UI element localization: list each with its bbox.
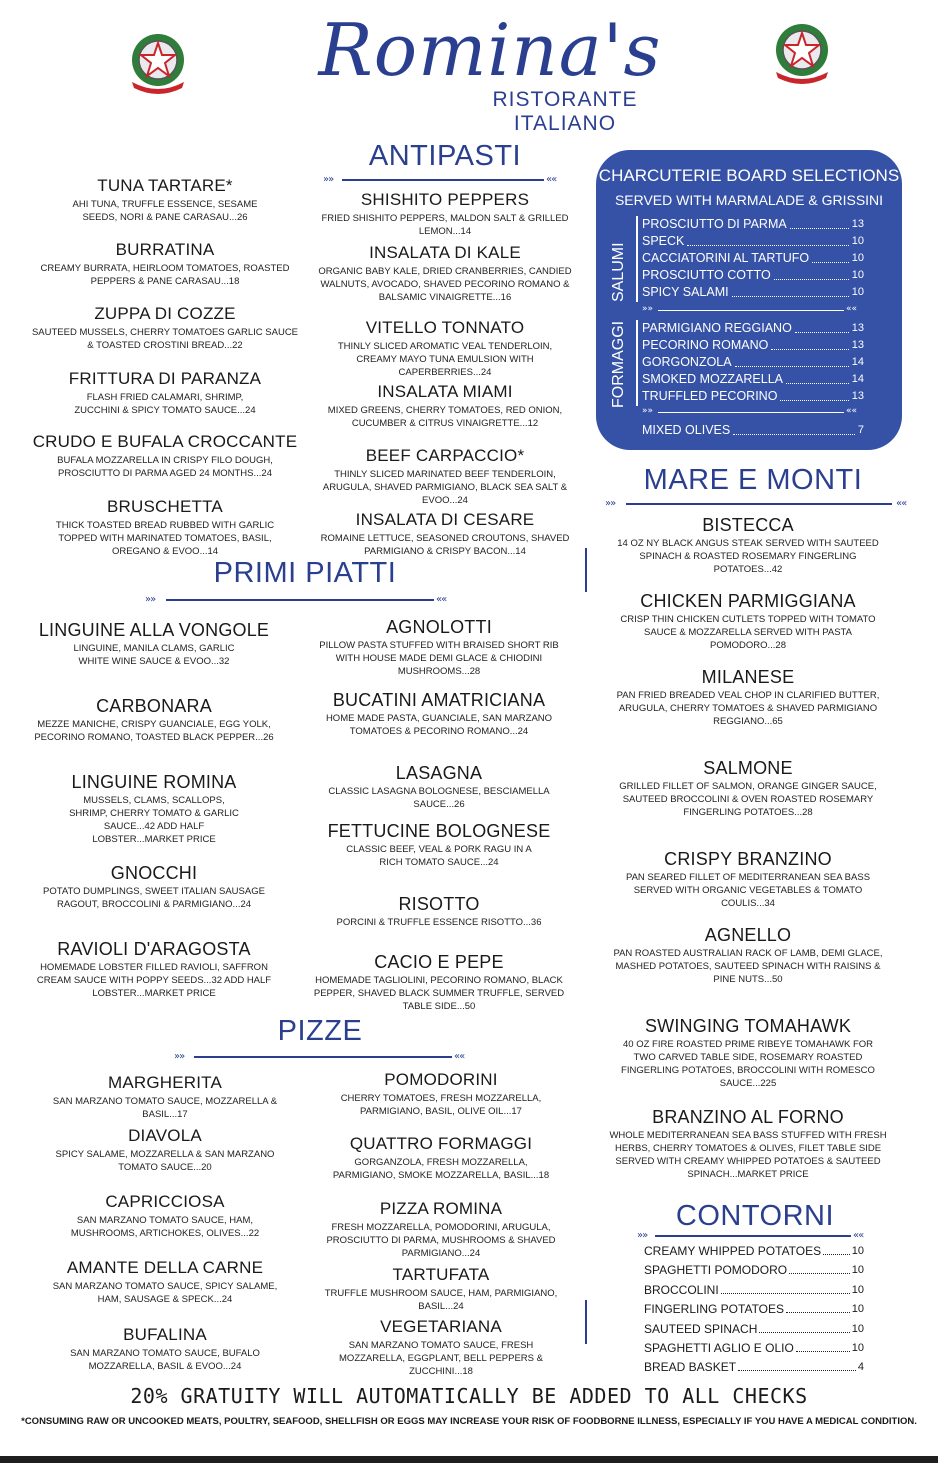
item-name: BEEF CARPACCIO* bbox=[365, 446, 525, 465]
item-description: SAUTEED MUSSELS, CHERRY TOMATOES GARLIC SAUCE & TOASTED CROSTINI BREAD...22 bbox=[31, 327, 299, 351]
side-item-price: 10 bbox=[851, 1303, 864, 1315]
menu-item bbox=[30, 497, 300, 558]
item-name: AGNOLOTTI bbox=[386, 617, 492, 637]
side-item-price: 10 bbox=[851, 1284, 864, 1296]
item-name: CHICKEN PARMIGGIANA bbox=[640, 591, 856, 611]
section-divider bbox=[342, 179, 544, 181]
board-row bbox=[642, 354, 864, 371]
charcuterie-board bbox=[596, 150, 902, 450]
board-item-price: 10 bbox=[851, 235, 864, 247]
item-name: MARGHERITA bbox=[107, 1073, 223, 1092]
menu-item bbox=[30, 240, 300, 288]
side-row bbox=[644, 1243, 864, 1259]
board-item-name: PROSCIUTTO DI PARMA bbox=[642, 217, 787, 231]
item-name: VITELLO TONNATO bbox=[365, 318, 525, 337]
menu-item bbox=[606, 1016, 890, 1090]
menu-item bbox=[606, 591, 890, 652]
board-item-price: 13 bbox=[851, 218, 864, 230]
item-name: FETTUCINE BOLOGNESE bbox=[327, 821, 551, 841]
item-name: FRITTURA DI PARANZA bbox=[68, 369, 262, 388]
menu-item bbox=[22, 696, 286, 744]
item-name: AMANTE DELLA CARNE bbox=[66, 1258, 264, 1277]
item-description: THINLY SLICED MARINATED BEEF TENDERLOIN, ARUGULA, SHAVED PARMIGIANO, BLACK SEA SALT & EVOO...24 bbox=[322, 469, 568, 506]
menu-item bbox=[316, 1265, 566, 1313]
menu-item bbox=[316, 1199, 566, 1260]
side-row bbox=[644, 1359, 864, 1375]
board-row bbox=[642, 233, 864, 250]
side-item-price: 10 bbox=[851, 1264, 864, 1276]
item-description: SAN MARZANO TOMATO SAUCE, MOZZARELLA & BASIL...17 bbox=[52, 1096, 278, 1120]
item-description: SPICY SALAME, MOZZARELLA & SAN MARZANO TOMATO SAUCE...20 bbox=[55, 1149, 275, 1173]
formaggi-divider bbox=[636, 320, 638, 406]
board-row bbox=[642, 371, 864, 388]
item-name: LINGUINE ROMINA bbox=[71, 772, 237, 792]
menu-item bbox=[606, 758, 890, 819]
item-name: LINGUINE ALLA VONGOLE bbox=[38, 620, 270, 640]
item-description: ROMAINE LETTUCE, SEASONED CROUTONS, SHAVED PARMIGIANO & CRISPY BACON...14 bbox=[320, 533, 570, 557]
chevron-right-icon: »» bbox=[605, 498, 616, 509]
board-item-name: PROSCIUTTO COTTO bbox=[642, 268, 771, 282]
item-description: THINLY SLICED AROMATIC VEAL TENDERLOIN, CREAMY MAYO TUNA EMULSION WITH CAPERBERRIES...24 bbox=[337, 341, 553, 378]
chevron-left-icon: «« bbox=[436, 594, 447, 605]
item-name: INSALATA DI KALE bbox=[369, 243, 521, 262]
item-name: CRUDO E BUFALA CROCCANTE bbox=[32, 432, 298, 451]
side-item-name: FINGERLING POTATOES bbox=[644, 1302, 785, 1316]
menu-item bbox=[316, 1134, 566, 1182]
side-item-name: SPAGHETTI POMODORO bbox=[644, 1263, 788, 1277]
board-item-name: SPECK bbox=[642, 234, 685, 248]
item-description: GORGANZOLA, FRESH MOZZARELLA, PARMIGIANO, SMOKE MOZZARELLA, BASIL...18 bbox=[332, 1157, 550, 1181]
section-title-contorni: CONTORNI bbox=[675, 1200, 835, 1232]
item-name: SWINGING TOMAHAWK bbox=[644, 1016, 852, 1036]
side-row bbox=[644, 1321, 864, 1337]
chevron-left-icon: «« bbox=[846, 304, 858, 314]
side-item-name: SAUTEED SPINACH bbox=[644, 1322, 758, 1336]
item-description: MUSSELS, CLAMS, SCALLOPS, SHRIMP, CHERRY TOMATO & GARLIC SAUCE...42 ADD HALF LOBSTER...MARKET PRICE bbox=[69, 795, 239, 845]
item-name: BUCATINI AMATRICIANA bbox=[332, 690, 546, 710]
item-name: DIAVOLA bbox=[128, 1126, 202, 1145]
item-description: CLASSIC LASAGNA BOLOGNESE, BESCIAMELLA SAUCE...26 bbox=[328, 786, 550, 810]
item-name: INSALATA MIAMI bbox=[377, 382, 513, 401]
item-name: CAPRICCIOSA bbox=[105, 1192, 225, 1211]
item-name: AGNELLO bbox=[704, 925, 792, 945]
item-name: SHISHITO PEPPERS bbox=[360, 190, 530, 209]
board-item-name: CACCIATORINI AL TARTUFO bbox=[642, 251, 810, 265]
chevron-right-icon: »» bbox=[642, 304, 654, 314]
chevron-right-icon: »» bbox=[637, 1230, 648, 1241]
side-item-name: CREAMY WHIPPED POTATOES bbox=[644, 1244, 822, 1258]
chevron-right-icon: »» bbox=[642, 406, 654, 416]
board-item-price: 13 bbox=[851, 390, 864, 402]
menu-item bbox=[306, 763, 572, 811]
item-description: FRIED SHISHITO PEPPERS, MALDON SALT & GRILLED LEMON...14 bbox=[321, 213, 569, 237]
menu-item bbox=[606, 925, 890, 986]
item-name: MILANESE bbox=[701, 667, 795, 687]
item-description: HOME MADE PASTA, GUANCIALE, SAN MARZANO TOMATOES & PECORINO ROMANO...24 bbox=[325, 713, 553, 737]
side-item-name: BREAD BASKET bbox=[644, 1360, 737, 1374]
board-item-price: 10 bbox=[851, 252, 864, 264]
board-row bbox=[642, 250, 864, 267]
side-row bbox=[644, 1262, 864, 1278]
board-item-price: 14 bbox=[851, 356, 864, 368]
item-name: RAVIOLI D'ARAGOSTA bbox=[57, 939, 251, 959]
section-title-mare: MARE E MONTI bbox=[643, 464, 863, 496]
item-description: SAN MARZANO TOMATO SAUCE, BUFALO MOZZARELLA, BASIL & EVOO...24 bbox=[70, 1348, 260, 1372]
board-title bbox=[596, 164, 902, 212]
board-title-line2: SERVED WITH MARMALADE & GRISSINI bbox=[614, 192, 884, 208]
board-item-price: 10 bbox=[851, 286, 864, 298]
column-divider bbox=[585, 1300, 587, 1344]
item-description: LINGUINE, MANILA CLAMS, GARLIC WHITE WINE SAUCE & EVOO...32 bbox=[73, 643, 235, 667]
bottom-bar bbox=[0, 1456, 938, 1463]
menu-item bbox=[22, 620, 286, 668]
item-description: CREAMY BURRATA, HEIRLOOM TOMATOES, ROASTED PEPPERS & PANE CARASAU...18 bbox=[40, 263, 290, 287]
chevron-left-icon: «« bbox=[853, 1230, 864, 1241]
item-description: CLASSIC BEEF, VEAL & PORK RAGU IN A RICH TOMATO SAUCE...24 bbox=[346, 844, 532, 868]
item-name: POMODORINI bbox=[384, 1070, 498, 1089]
item-description: FLASH FRIED CALAMARI, SHRIMP, ZUCCHINI & SPICY TOMATO SAUCE...24 bbox=[74, 392, 256, 416]
side-item-name: SPAGHETTI AGLIO E OLIO bbox=[644, 1341, 794, 1355]
item-name: ZUPPA DI COZZE bbox=[94, 304, 236, 323]
menu-item bbox=[312, 446, 578, 507]
menu-item bbox=[30, 304, 300, 352]
item-name: BRANZINO AL FORNO bbox=[652, 1107, 844, 1127]
item-description: PAN SEARED FILLET OF MEDITERRANEAN SEA BASS SERVED WITH ORGANIC VEGETABLES & TOMATO COULIS...34 bbox=[625, 872, 871, 909]
menu-item bbox=[22, 772, 286, 846]
board-row bbox=[642, 267, 864, 284]
chevron-left-icon: «« bbox=[546, 174, 557, 185]
item-description: SAN MARZANO TOMATO SAUCE, FRESH MOZZARELLA, EGGPLANT, BELL PEPPERS & ZUCCHINI...18 bbox=[339, 1340, 543, 1377]
board-item-name: PARMIGIANO REGGIANO bbox=[642, 321, 792, 335]
board-item-price: 10 bbox=[851, 269, 864, 281]
side-item-price: 10 bbox=[851, 1245, 864, 1257]
item-description: SAN MARZANO TOMATO SAUCE, SPICY SALAME, HAM, SAUSAGE & SPECK...24 bbox=[52, 1281, 278, 1305]
item-description: CRISP THIN CHICKEN CUTLETS TOPPED WITH TOMATO SAUCE & MOZZARELLA SERVED WITH PASTA POMODORO...28 bbox=[620, 614, 876, 651]
menu-item bbox=[312, 190, 578, 238]
item-description: PAN FRIED BREADED VEAL CHOP IN CLARIFIED BUTTER, ARUGULA, CHERRY TOMATOES & SHAVED PARMIGIANO REGGIANO...65 bbox=[616, 690, 880, 727]
item-description: CHERRY TOMATOES, FRESH MOZZARELLA, PARMIGIANO, BASIL, OLIVE OIL...17 bbox=[340, 1093, 542, 1117]
item-name: TUNA TARTARE* bbox=[97, 176, 233, 195]
menu-item bbox=[22, 863, 286, 911]
item-name: QUATTRO FORMAGGI bbox=[349, 1134, 533, 1153]
item-description: WHOLE MEDITERRANEAN SEA BASS STUFFED WITH FRESH HERBS, CHERRY TOMATOES & OLIVES, FILET TABLE SIDE SERVED WITH CREAMY WHIPPED POTATOES & SAUTEED SPINACH...MARKET PRICE bbox=[609, 1130, 887, 1180]
section-title-antipasti: ANTIPASTI bbox=[368, 140, 522, 172]
item-name: INSALATA DI CESARE bbox=[355, 510, 535, 529]
side-row bbox=[644, 1340, 864, 1356]
section-divider bbox=[194, 1056, 452, 1058]
board-title-line1: CHARCUTERIE BOARD SELECTIONS bbox=[598, 166, 900, 185]
menu-item bbox=[312, 382, 578, 430]
italian-republic-emblem-icon bbox=[766, 16, 838, 88]
menu-item bbox=[306, 821, 572, 869]
board-item-price: 13 bbox=[851, 339, 864, 351]
chevron-right-icon: »» bbox=[145, 594, 156, 605]
section-title-primi: PRIMI PIATTI bbox=[213, 557, 397, 589]
item-name: CARBONARA bbox=[96, 696, 212, 716]
menu-item bbox=[30, 369, 300, 417]
item-description: POTATO DUMPLINGS, SWEET ITALIAN SAUSAGE RAGOUT, BROCCOLINI & PARMIGIANO...24 bbox=[43, 886, 265, 910]
item-description: SAN MARZANO TOMATO SAUCE, HAM, MUSHROOMS, ARTICHOKES, OLIVES...22 bbox=[70, 1215, 260, 1239]
board-item-price: 7 bbox=[857, 424, 864, 436]
item-description: PAN ROASTED AUSTRALIAN RACK OF LAMB, DEMI GLACE, MASHED POTATOES, SAUTEED SPINACH WITH RAISINS & PINE NUTS...50 bbox=[613, 948, 883, 985]
item-description: MEZZE MANICHE, CRISPY GUANCIALE, EGG YOLK, PECORINO ROMANO, TOASTED BLACK PEPPER...26 bbox=[34, 719, 274, 743]
menu-item bbox=[30, 432, 300, 480]
menu-item bbox=[306, 617, 572, 678]
board-item-price: 13 bbox=[851, 322, 864, 334]
side-item-price: 4 bbox=[857, 1361, 864, 1373]
menu-item bbox=[316, 1070, 566, 1118]
item-description: 14 OZ NY BLACK ANGUS STEAK SERVED WITH SAUTEED SPINACH & ROASTED ROSEMARY FINGERLING POTATOES...42 bbox=[617, 538, 879, 575]
board-row bbox=[642, 422, 864, 439]
board-row bbox=[642, 337, 864, 354]
item-description: THICK TOASTED BREAD RUBBED WITH GARLIC TOPPED WITH MARINATED TOMATOES, BASIL, OREGANO & EVOO...14 bbox=[55, 520, 275, 557]
item-name: LASAGNA bbox=[395, 763, 483, 783]
restaurant-subtitle: RISTORANTE ITALIANO bbox=[492, 88, 638, 135]
menu-item bbox=[606, 1107, 890, 1181]
restaurant-logo-title: Romina's bbox=[318, 8, 662, 92]
menu-item bbox=[316, 1317, 566, 1378]
board-row bbox=[642, 284, 864, 301]
board-item-name: SMOKED MOZZARELLA bbox=[642, 372, 783, 386]
item-description: AHI TUNA, TRUFFLE ESSENCE, SESAME SEEDS, NORI & PANE CARASAU...26 bbox=[72, 199, 258, 223]
item-description: GRILLED FILLET OF SALMON, ORANGE GINGER SAUCE, SAUTEED BROCCOLINI & OVEN ROASTED ROSEMARY FINGERLING POTATOES...28 bbox=[619, 781, 877, 818]
food-safety-disclaimer: *CONSUMING RAW OR UNCOOKED MEATS, POULTRY, SEAFOOD, SHELLFISH OR EGGS MAY INCREASE YOUR RISK OF FOODBORNE ILLNESS, ESPECIALLY IF YOU HAVE A MEDICAL CONDITION. bbox=[21, 1416, 917, 1427]
menu-item bbox=[40, 1126, 290, 1174]
item-name: RISOTTO bbox=[398, 894, 480, 914]
board-item-name: GORGONZOLA bbox=[642, 355, 732, 369]
chevron-left-icon: «« bbox=[846, 406, 858, 416]
board-item-name: MIXED OLIVES bbox=[642, 423, 731, 437]
item-name: GNOCCHI bbox=[110, 863, 198, 883]
menu-item bbox=[30, 176, 300, 224]
chevron-right-icon: »» bbox=[174, 1051, 185, 1062]
item-name: VEGETARIANA bbox=[380, 1317, 502, 1336]
item-name: BRUSCHETTA bbox=[107, 497, 223, 516]
item-description: BUFALA MOZZARELLA IN CRISPY FILO DOUGH, PROSCIUTTO DI PARMA AGED 24 MONTHS...24 bbox=[57, 455, 273, 479]
item-description: PILLOW PASTA STUFFED WITH BRAISED SHORT RIB WITH HOUSE MADE DEMI GLACE & CHIODINI MUSHROOMS...28 bbox=[319, 640, 559, 677]
side-row bbox=[644, 1282, 864, 1298]
salumi-divider bbox=[636, 216, 638, 302]
section-divider bbox=[626, 503, 892, 505]
menu-item bbox=[306, 894, 572, 929]
board-item-name: PECORINO ROMANO bbox=[642, 338, 769, 352]
side-item-price: 10 bbox=[851, 1342, 864, 1354]
item-description: HOMEMADE LOBSTER FILLED RAVIOLI, SAFFRON CREAM SAUCE WITH POPPY SEEDS...32 ADD HALF LOBSTER...MARKET PRICE bbox=[36, 962, 272, 999]
section-divider bbox=[655, 1235, 851, 1237]
item-description: FRESH MOZZARELLA, POMODORINI, ARUGULA, PROSCIUTTO DI PARMA, MUSHROOMS & SHAVED PARMIGIANO...24 bbox=[326, 1222, 556, 1259]
gratuity-notice: 20% GRATUITY WILL AUTOMATICALLY BE ADDED TO ALL CHECKS bbox=[130, 1384, 808, 1408]
menu-item bbox=[40, 1192, 290, 1240]
side-row bbox=[644, 1301, 864, 1317]
section-divider bbox=[166, 599, 434, 601]
item-description: PORCINI & TRUFFLE ESSENCE RISOTTO...36 bbox=[336, 917, 542, 928]
item-description: TRUFFLE MUSHROOM SAUCE, HAM, PARMIGIANO, BASIL...24 bbox=[324, 1288, 558, 1312]
salumi-label: SALUMI bbox=[610, 242, 627, 302]
item-description: MIXED GREENS, CHERRY TOMATOES, RED ONION, CUCUMBER & CITRUS VINAIGRETTE...12 bbox=[327, 405, 563, 429]
board-item-name: TRUFFLED PECORINO bbox=[642, 389, 778, 403]
item-name: CACIO E PEPE bbox=[374, 952, 504, 972]
menu-item bbox=[22, 939, 286, 1000]
item-name: BUFALINA bbox=[123, 1325, 207, 1344]
item-description: HOMEMADE TAGLIOLINI, PECORINO ROMANO, BLACK PEPPER, SHAVED BLACK SUMMER TRUFFLE, SERVED TABLE SIDE...50 bbox=[313, 975, 565, 1012]
item-name: PIZZA ROMINA bbox=[379, 1199, 503, 1218]
board-divider bbox=[658, 412, 844, 413]
chevron-right-icon: »» bbox=[323, 174, 334, 185]
menu-item bbox=[312, 243, 578, 304]
column-divider bbox=[585, 548, 587, 592]
menu-item bbox=[606, 667, 890, 728]
menu-item bbox=[312, 510, 578, 558]
board-row bbox=[642, 320, 864, 337]
menu-item bbox=[40, 1325, 290, 1373]
board-item-price: 14 bbox=[851, 373, 864, 385]
chevron-left-icon: «« bbox=[896, 498, 907, 509]
side-item-name: BROCCOLINI bbox=[644, 1283, 719, 1297]
board-item-name: SPICY SALAMI bbox=[642, 285, 729, 299]
menu-item bbox=[40, 1258, 290, 1306]
side-item-price: 10 bbox=[851, 1323, 864, 1335]
item-description: 40 OZ FIRE ROASTED PRIME RIBEYE TOMAHAWK FOR TWO CARVED TABLE SIDE, ROSEMARY ROASTED FINGERLING POTATOES, BROCCOLINI WITH ROMESCO SAUCE...225 bbox=[621, 1039, 875, 1089]
item-description: ORGANIC BABY KALE, DRIED CRANBERRIES, CANDIED WALNUTS, AVOCADO, SHAVED PECORINO ROMANO & BALSAMIC VINAIGRETTE...16 bbox=[318, 266, 572, 303]
item-name: BISTECCA bbox=[702, 515, 794, 535]
menu-item bbox=[306, 952, 572, 1013]
item-name: SALMONE bbox=[703, 758, 793, 778]
board-row bbox=[642, 388, 864, 405]
menu-item bbox=[312, 318, 578, 379]
menu-item bbox=[606, 515, 890, 576]
item-name: CRISPY BRANZINO bbox=[664, 849, 832, 869]
item-name: TARTUFATA bbox=[392, 1265, 490, 1284]
menu-item bbox=[40, 1073, 290, 1121]
formaggi-label: FORMAGGI bbox=[610, 320, 627, 408]
italian-republic-emblem-icon bbox=[122, 26, 194, 98]
board-divider bbox=[658, 310, 844, 311]
chevron-left-icon: «« bbox=[454, 1051, 465, 1062]
board-row bbox=[642, 216, 864, 233]
menu-item bbox=[306, 690, 572, 738]
item-name: BURRATINA bbox=[115, 240, 215, 259]
menu-item bbox=[606, 849, 890, 910]
section-title-pizze: PIZZE bbox=[277, 1015, 363, 1047]
